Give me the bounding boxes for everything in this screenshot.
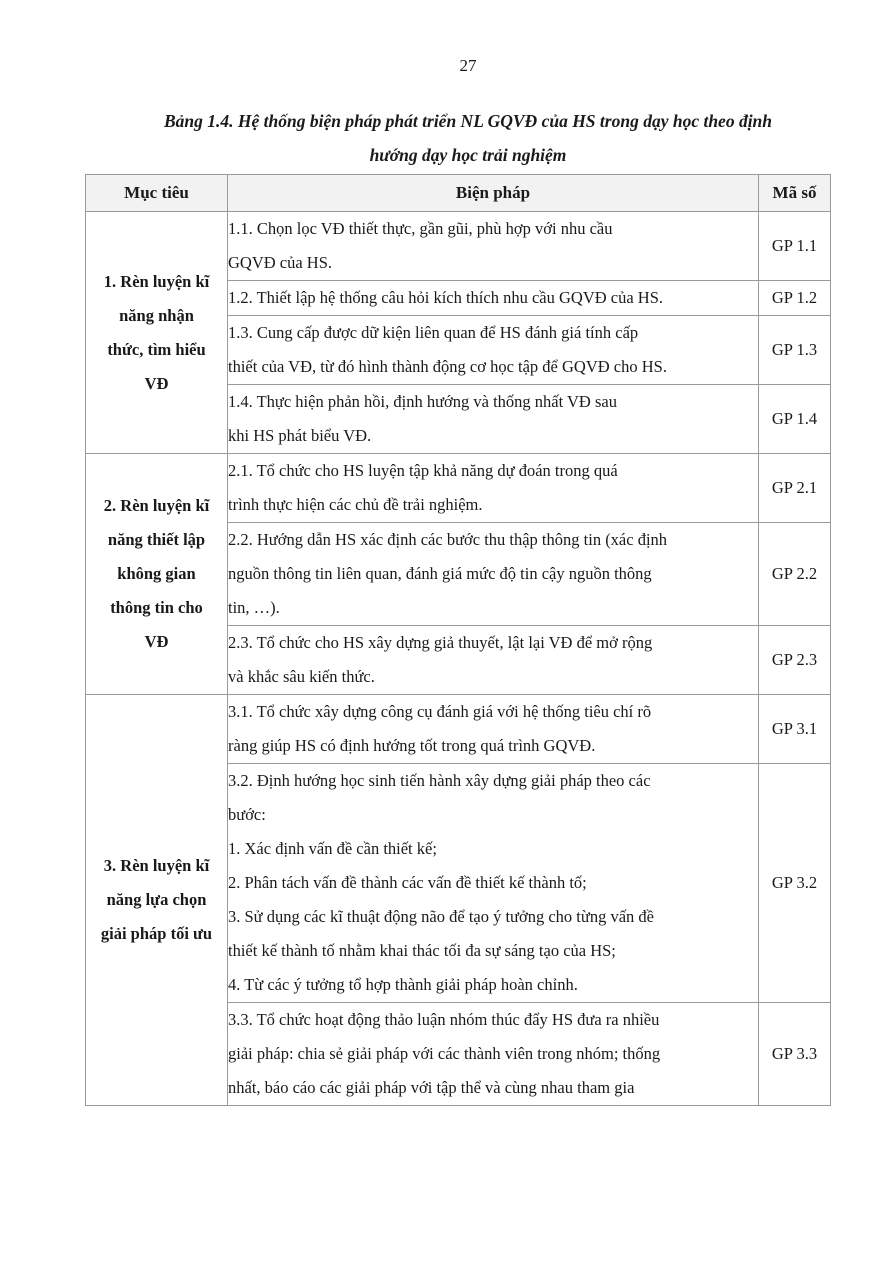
measure-line: thiết kế thành tố nhằm khai thác tối đa sự sáng tạo của HS; (228, 941, 616, 960)
measure-line: ràng giúp HS có định hướng tốt trong quá trình GQVĐ. (228, 736, 596, 755)
header-code: Mã số (759, 175, 831, 212)
table-row (86, 212, 831, 281)
measure-line: 1.2. Thiết lập hệ thống câu hỏi kích thích nhu cầu GQVĐ của HS. (228, 288, 664, 307)
goal-line: VĐ (144, 373, 169, 393)
code-cell: GP 2.1 (759, 454, 831, 523)
measure-line: GQVĐ của HS. (228, 253, 333, 272)
code-cell: GP 3.2 (759, 764, 831, 1003)
measure-cell (228, 764, 759, 1003)
measure-cell (228, 626, 759, 695)
code-cell: GP 1.4 (759, 385, 831, 454)
caption-line-2: hướng dạy học trải nghiệm (369, 145, 567, 165)
page-number: 27 (459, 56, 477, 75)
measure-cell (228, 385, 759, 454)
header-goal: Mục tiêu (86, 175, 228, 212)
goal-cell (86, 695, 228, 1106)
measure-line: 3.3. Tổ chức hoạt động thảo luận nhóm thúc đẩy HS đưa ra nhiều (228, 1010, 660, 1029)
goal-line: 2. Rèn luyện kĩ (103, 496, 210, 515)
code-cell: GP 1.2 (759, 281, 831, 316)
measure-line: thiết của VĐ, từ đó hình thành động cơ học tập để GQVĐ cho HS. (228, 357, 667, 376)
measure-cell (228, 1003, 759, 1106)
goal-line: thông tin cho (110, 598, 203, 617)
measure-line: 4. Từ các ý tưởng tổ hợp thành giải pháp hoàn chỉnh. (228, 975, 578, 994)
measure-cell (228, 212, 759, 281)
measure-line: trình thực hiện các chủ đề trải nghiệm. (228, 495, 483, 514)
goal-cell (86, 212, 228, 454)
measure-cell (228, 523, 759, 626)
measure-line: 3. Sử dụng các kĩ thuật động não để tạo ý tưởng cho từng vấn đề (228, 907, 654, 926)
code-cell: GP 2.3 (759, 626, 831, 695)
code-cell: GP 1.1 (759, 212, 831, 281)
code-cell: GP 1.3 (759, 316, 831, 385)
measure-line: 1.1. Chọn lọc VĐ thiết thực, gần gũi, phù hợp với nhu cầu (228, 219, 613, 238)
measure-cell (228, 695, 759, 764)
measure-line: 2.3. Tổ chức cho HS xây dựng giả thuyết, lật lại VĐ để mở rộng (228, 633, 653, 652)
measure-cell (228, 281, 759, 316)
code-cell: GP 3.1 (759, 695, 831, 764)
goal-line: năng thiết lập (107, 530, 206, 549)
measure-cell (228, 316, 759, 385)
goal-cell (86, 454, 228, 695)
goal-line: năng lựa chọn (106, 890, 207, 909)
table-body (86, 212, 831, 1106)
goal-line: 3. Rèn luyện kĩ (103, 856, 210, 875)
measure-line: giải pháp: chia sẻ giải pháp với các thành viên trong nhóm; thống (228, 1044, 661, 1063)
goal-line: giải pháp tối ưu (100, 924, 213, 943)
goal-line: năng nhận (119, 305, 194, 325)
code-cell: GP 2.2 (759, 523, 831, 626)
measures-table (85, 174, 831, 1106)
measure-line: 2. Phân tách vấn đề thành các vấn đề thiết kế thành tố; (228, 873, 587, 892)
measure-line: 2.1. Tổ chức cho HS luyện tập khả năng dự đoán trong quá (228, 461, 618, 480)
header-measure: Biện pháp (228, 175, 759, 212)
measure-line: nguồn thông tin liên quan, đánh giá mức độ tin cậy nguồn thông (228, 564, 652, 583)
goal-line: không gian (117, 564, 196, 583)
measure-line: bước: (228, 805, 266, 824)
measure-line: khi HS phát biểu VĐ. (228, 426, 372, 445)
measure-line: nhất, báo cáo các giải pháp với tập thể và cùng nhau tham gia (228, 1078, 635, 1097)
table-row (86, 454, 831, 523)
goal-line: thức, tìm hiểu (107, 339, 206, 359)
goal-line: 1. Rèn luyện kĩ (103, 271, 210, 291)
measure-line: 3.1. Tổ chức xây dựng công cụ đánh giá với hệ thống tiêu chí rõ (228, 702, 652, 721)
measure-line: 1.3. Cung cấp được dữ kiện liên quan để HS đánh giá tính cấp (228, 323, 639, 342)
goal-line: VĐ (144, 632, 169, 651)
measure-line: 2.2. Hướng dẫn HS xác định các bước thu thập thông tin (xác định (228, 530, 668, 549)
measure-cell (228, 454, 759, 523)
table-caption (108, 104, 828, 172)
measure-line: 3.2. Định hướng học sinh tiến hành xây dựng giải pháp theo các (228, 771, 651, 790)
measure-line: 1. Xác định vấn đề cần thiết kế; (228, 839, 437, 858)
measure-line: và khắc sâu kiến thức. (228, 667, 375, 686)
code-cell: GP 3.3 (759, 1003, 831, 1106)
table-header-row (86, 175, 831, 212)
measure-line: tin, …). (228, 598, 280, 617)
table-row (86, 695, 831, 764)
caption-line-1: Bảng 1.4. Hệ thống biện pháp phát triển NL GQVĐ của HS trong dạy học theo định (163, 111, 773, 131)
measure-line: 1.4. Thực hiện phản hồi, định hướng và thống nhất VĐ sau (228, 392, 617, 411)
